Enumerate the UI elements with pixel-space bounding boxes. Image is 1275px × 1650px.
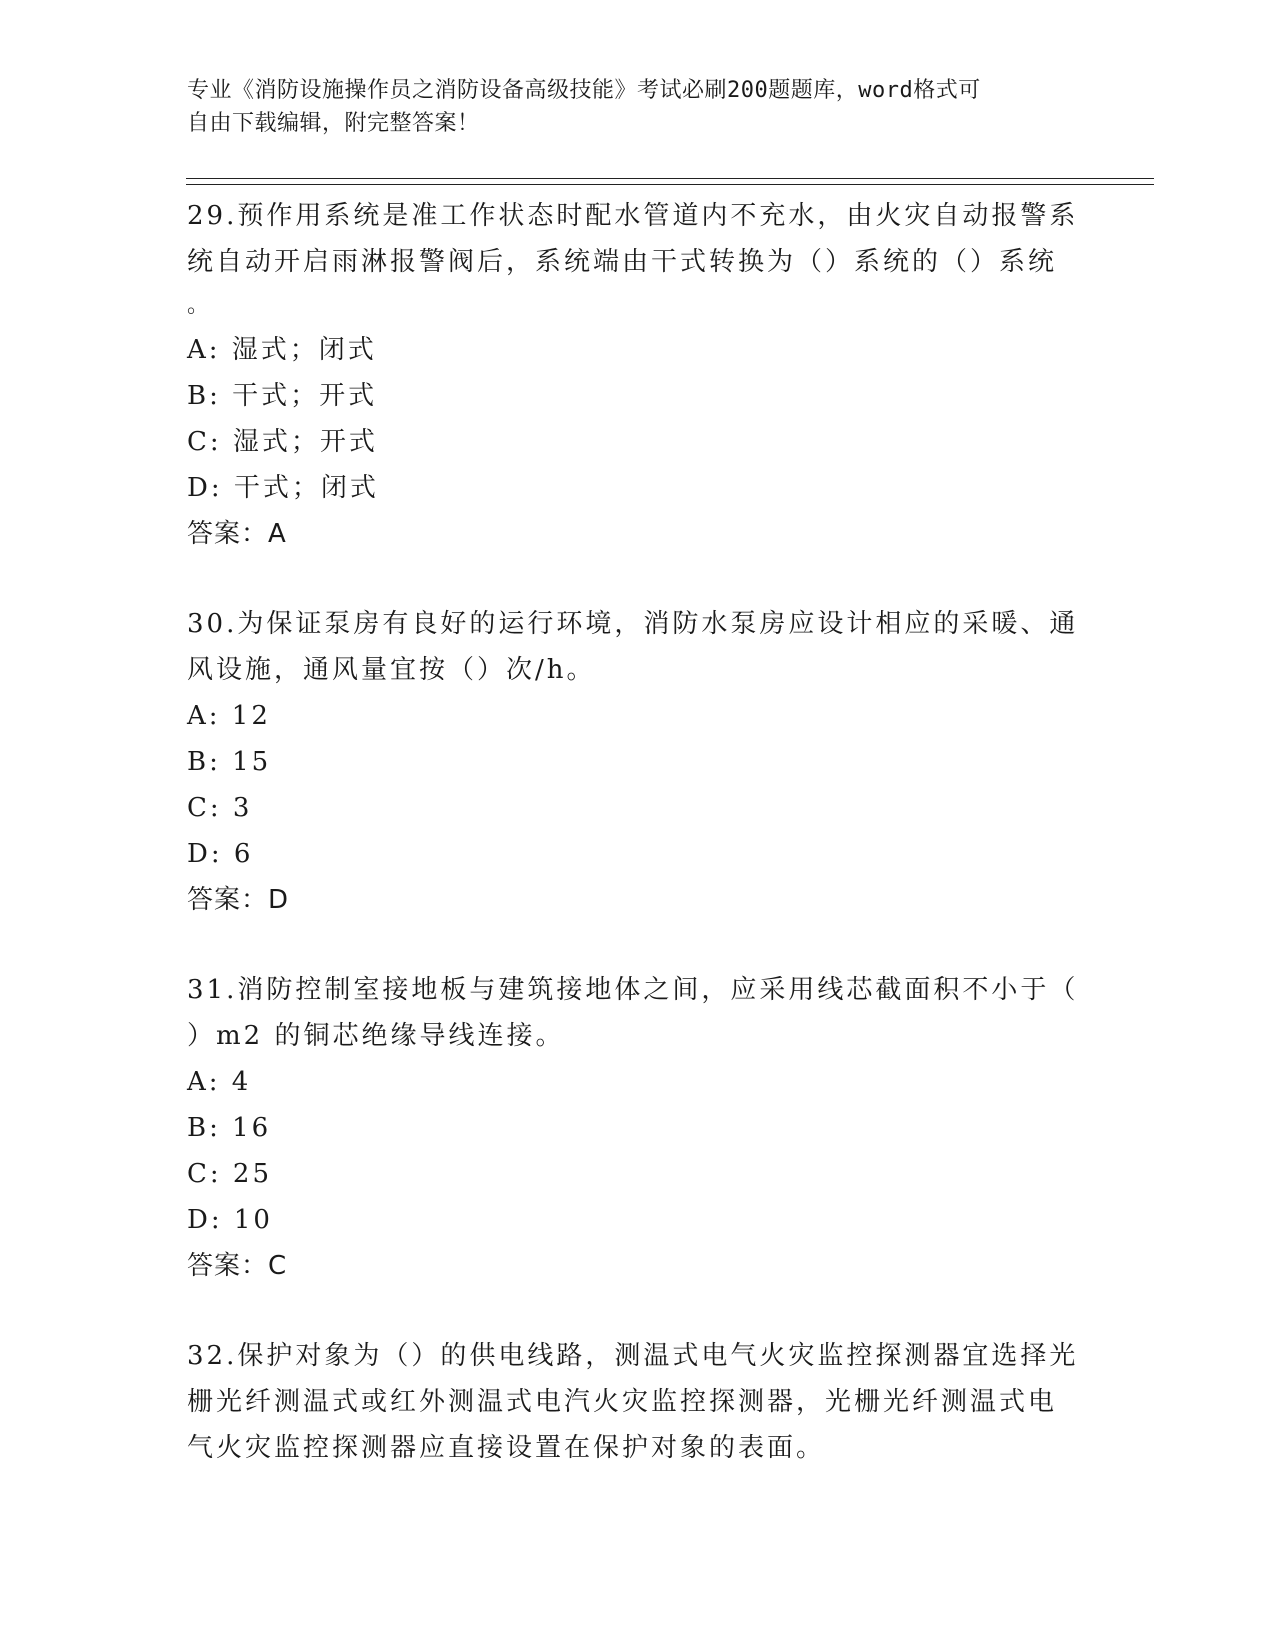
question-text-line: 栅光纤测温式或红外测温式电汽火灾监控探测器，光栅光纤测温式电 <box>187 1387 1058 1417</box>
question-31 <box>187 967 1087 1289</box>
document-header <box>187 74 1077 140</box>
option-b: B: 15 <box>187 747 272 777</box>
question-text-line: 30.为保证泵房有良好的运行环境，消防水泵房应设计相应的采暖、通 <box>187 609 1079 639</box>
question-32 <box>187 1333 1087 1471</box>
spacer <box>187 557 1087 601</box>
question-text-line: 统自动开启雨淋报警阀后，系统端由干式转换为（）系统的（）系统 <box>187 247 1058 277</box>
header-line-2: 自由下载编辑，附完整答案！ <box>187 111 480 136</box>
option-d: D: 10 <box>187 1205 273 1235</box>
spacer <box>187 923 1087 967</box>
header-divider-top <box>186 178 1154 179</box>
question-list <box>187 193 1087 1471</box>
option-d: D: 干式；闭式 <box>187 473 379 503</box>
option-a: A: 湿式；闭式 <box>187 335 377 365</box>
header-line-1: 专业《消防设施操作员之消防设备高级技能》考试必刷200题题库，word格式可 <box>187 78 981 103</box>
question-text-line: 风设施，通风量宜按（）次/h。 <box>187 655 596 685</box>
option-b: B: 16 <box>187 1113 272 1143</box>
question-29 <box>187 193 1087 557</box>
question-text-line: 。 <box>187 293 213 318</box>
spacer <box>187 1289 1087 1333</box>
option-c: C: 25 <box>187 1159 273 1189</box>
answer-label: 答案：D <box>187 885 290 915</box>
option-c: C: 湿式；开式 <box>187 427 378 457</box>
option-a: A: 12 <box>187 701 271 731</box>
question-30 <box>187 601 1087 923</box>
option-c: C: 3 <box>187 793 253 823</box>
option-d: D: 6 <box>187 839 254 869</box>
answer-label: 答案：A <box>187 519 287 549</box>
option-b: B: 干式；开式 <box>187 381 378 411</box>
question-text-line: ）m2 的铜芯绝缘导线连接。 <box>187 1021 565 1051</box>
question-text-line: 29.预作用系统是准工作状态时配水管道内不充水，由火灾自动报警系 <box>187 201 1079 231</box>
question-text-line: 32.保护对象为（）的供电线路，测温式电气火灾监控探测器宜选择光 <box>187 1341 1079 1371</box>
question-text-line: 31.消防控制室接地板与建筑接地体之间，应采用线芯截面积不小于（ <box>187 975 1079 1005</box>
answer-label: 答案：C <box>187 1251 288 1281</box>
option-a: A: 4 <box>187 1067 252 1097</box>
header-divider-bottom <box>186 184 1154 185</box>
question-text-line: 气火灾监控探测器应直接设置在保护对象的表面。 <box>187 1433 826 1463</box>
